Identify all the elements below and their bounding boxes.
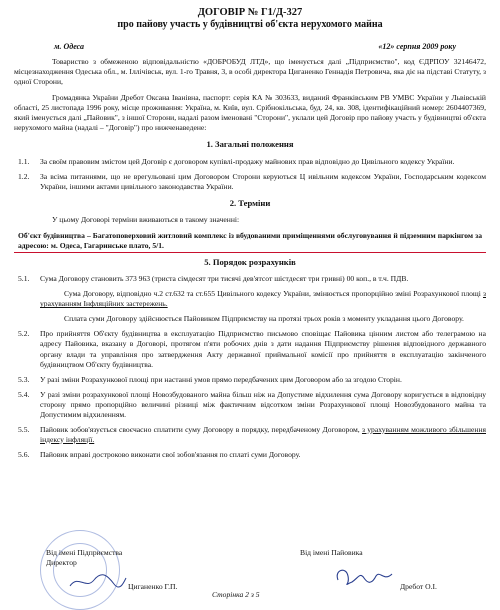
inflation-clause: з урахуванням Інфляційних застережень.: [40, 289, 486, 309]
left-signatory-name: Циганенко Г.П.: [128, 582, 178, 591]
clause-number: 5.3.: [18, 374, 30, 384]
section2-heading: 2. Терміни: [229, 197, 271, 208]
left-signatory-position: Директор: [46, 558, 77, 567]
clause-text: Пайовик вправі достроково виконати свої зобов'язання по сплаті суми Договору.: [40, 449, 301, 459]
clause-number: 5.4.: [18, 389, 30, 399]
place: м. Одеса: [54, 41, 85, 51]
clause-5-4: [14, 390, 486, 420]
clause-text: За всіма питаннями, що не врегульовані цим Договором Сторони керуються Ц ивільним кодексом України, Господарським кодексом України, іншими актами цивільного законодавства України.: [40, 171, 486, 191]
clause-number: 1.2.: [18, 171, 30, 181]
clause-5-2: [14, 329, 486, 369]
clause-number: 1.1.: [18, 156, 30, 166]
left-signatory-label: Від імені Підприємства: [46, 548, 123, 557]
clause-text: За своїм правовим змістом цей Договір є договором купівлі-продажу майнових прав відповідно до Цивільного кодексу України.: [40, 156, 455, 166]
inflation-index-clause: з урахуванням можливого збільшення індексу інфляції.: [40, 424, 486, 444]
red-underline: [14, 252, 486, 253]
investor-signature-icon: [332, 564, 398, 590]
company-stamp-icon: [40, 530, 123, 610]
clause-text: У разі зміни розрахункової площі Новозбудованого майна більш ніж на Допустиме відхилення сума Договору коригується в відповідну сторону прямо пропорційно величині різниці між фактичним відсотком зміни Розрахункової площі Новозбудованого майна та Допустимим відхиленням.: [40, 389, 486, 419]
party2-paragraph: Громадянка України Дребот Оксана Іванівна, паспорт: серія КА № 303633, виданий Франківським РВ УМВС України у Львівській області, 25 листопада 1996 року, місце проживання: Україна, м. Київ, вул. Срібнокільська, буд. 24, кв. 308, ідентифікаційний номер: 2604407369, який іменується далі „Пайовик", з іншої Сторони, надалі разом іменовані "Сторони", уклали цей Договір про пайову участь у будівництві об'єкта нерухомого майна (надалі – "Договір") про нижченаведене:: [14, 93, 486, 133]
clause-text: [40, 425, 486, 445]
clause-number: 5.2.: [18, 329, 30, 339]
terms-intro: У цьому Договорі терміни вживаються в такому значенні:: [52, 215, 240, 225]
clause-text: Про прийняття Об'єкту будівництва в експлуатацію Підприємство письмово сповіщає Пайовика цінним листом або телеграмою на адресу Пайовика, вказану в Договорі, протягом п'яти робочих днів з дати надання Підприємству рішення відповідного державного органу влади та управління про затвердження Акту державної приймальної комісії про прийняття в експлуатацію закінченого будівництвом Об'єкту будівництва.: [40, 329, 486, 369]
clause-number: 5.6.: [18, 449, 30, 459]
clause-text: Сума Договору становить 373 963 (триста сімдесят три тисячі дев'ятсот шістдесят три гривні) 00 коп., в т.ч. ПДВ.: [40, 274, 409, 284]
right-signatory-label: Від імені Пайовика: [300, 548, 363, 557]
party1-paragraph: Товариство з обмеженою відповідальністю «ДОБРОБУД ЛТД», що іменується далі „Підприємство", код ЄДРПОУ 32146472, місцезнаходження Одеська обл., м. Іллічівськ, вул. 1-го Травня, 3, в особі директора Циганенко Геннадія Петровича, яка діє на підставі Статуту, з одної Сторони,: [14, 57, 486, 87]
document-subtitle: про пайову участь у будівництві об'єкта нерухомого майна: [117, 19, 383, 31]
date: «12» серпня 2009 року: [378, 41, 456, 51]
director-signature-icon: [68, 572, 128, 592]
clause-5-5: [14, 425, 486, 445]
clause-5-1-paragraph-2: Сплата суми Договору здійснюється Пайовиком Підприємству на протязі трьох років з моменту укладання цього Договору.: [64, 314, 464, 324]
clause-5-6: [14, 450, 486, 460]
right-signatory-name: Дребот О.І.: [400, 582, 437, 591]
construction-object-definition: Об'єкт будівництва – Багатоповерховий житловий комплекс із вбудованими приміщеннями обслуговування й підземним паркінгом за адресою: м. Одеса, Гагаринське плато, 5/1.: [18, 231, 482, 251]
clause-5-5-text: Пайовик зобов'язується своєчасно сплатити суму Договору в порядку, передбаченому Договором,: [40, 424, 360, 434]
page-number: Сторінка 2 з 5: [212, 590, 260, 599]
clause-number: 5.1.: [18, 274, 30, 284]
place-date-row: [14, 42, 486, 53]
clause-5-3: [14, 375, 486, 385]
section5-heading: 5. Порядок розрахунків: [204, 257, 296, 268]
document-title: ДОГОВІР № Г1/Д-327: [197, 7, 303, 18]
clause-number: 5.5.: [18, 424, 30, 434]
clause-1-2: [14, 172, 486, 192]
clause-5-1-paragraph-1: [40, 289, 486, 309]
section1-heading: 1. Загальні положення: [206, 139, 294, 150]
clause-text: У разі зміни Розрахункової площі при настанні умов прямо передбачених цим Договором або за згодою Сторін.: [40, 374, 402, 384]
clause-1-1: [14, 157, 486, 167]
price-adjustment-text: Сума Договору, відповідно ч.2 ст.632 та ст.655 Цивільного кодексу України, змінюється пропорційно зміні Розрахункової площі: [64, 289, 481, 299]
clause-5-1: [14, 274, 486, 284]
